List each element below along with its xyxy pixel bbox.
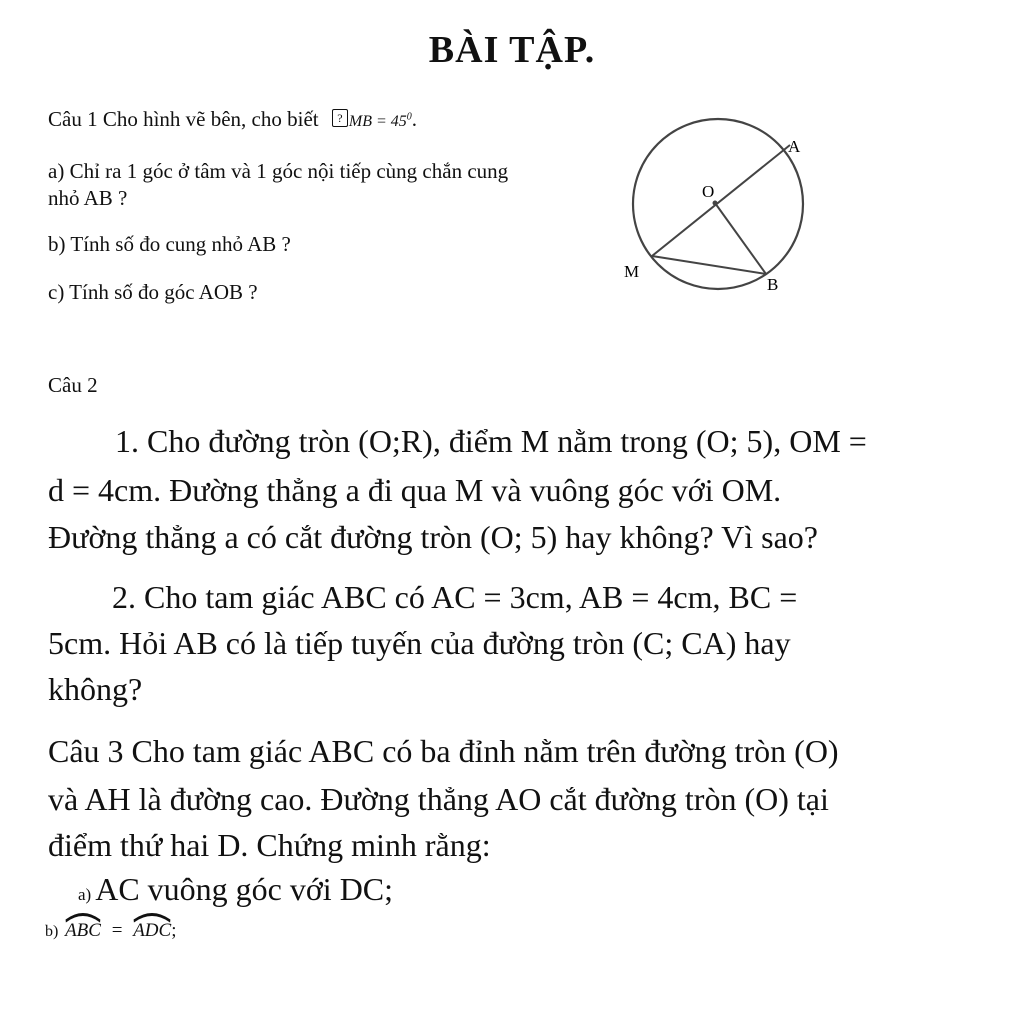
cau1-a-line2: nhỏ AB ? bbox=[48, 186, 128, 210]
given-angle bbox=[332, 113, 412, 130]
cau1-intro-line bbox=[48, 108, 417, 131]
given-angle-value: MB = 45 bbox=[348, 113, 407, 130]
label-o: O bbox=[702, 182, 715, 201]
cau2-p1-line1: 1. Cho đường tròn (O;R), điểm M nằm trong (O; 5), OM = bbox=[115, 423, 867, 459]
cau3-line1: Câu 3 Cho tam giác ABC có ba đỉnh nằm trên đường tròn (O) bbox=[48, 733, 839, 769]
label-m: M bbox=[624, 262, 640, 281]
cau2-p2-line1: 2. Cho tam giác ABC có AC = 3cm, AB = 4cm, BC = bbox=[112, 579, 798, 615]
arc-adc-text: ADC bbox=[133, 920, 172, 941]
cau2-heading: Câu 2 bbox=[48, 373, 98, 397]
cau1-b: b) Tính số đo cung nhỏ AB ? bbox=[48, 232, 291, 256]
cau2-p2-line2: 5cm. Hỏi AB có là tiếp tuyến của đường tròn (C; CA) hay bbox=[48, 625, 791, 661]
arc-mark-icon bbox=[133, 912, 171, 922]
cau1-a-line1: a) Chỉ ra 1 góc ở tâm và 1 góc nội tiếp cùng chắn cung bbox=[48, 159, 509, 183]
center-point-o bbox=[713, 201, 718, 206]
cau3-line2: và AH là đường cao. Đường thẳng AO cắt đường tròn (O) tại bbox=[48, 781, 829, 817]
arc-abc bbox=[65, 916, 101, 942]
cau2-p2-line3: không? bbox=[48, 671, 143, 707]
arc-mark-icon bbox=[65, 912, 101, 922]
cau2-p1-line3: Đường thẳng a có cắt đường tròn (O; 5) hay không? Vì sao? bbox=[48, 519, 818, 555]
page-title: BÀI TẬP. bbox=[428, 29, 596, 71]
label-b: B bbox=[767, 275, 779, 294]
given-period: . bbox=[411, 107, 418, 131]
b-end: ; bbox=[171, 920, 177, 941]
arc-adc bbox=[133, 916, 171, 942]
label-a: A bbox=[788, 137, 801, 156]
chord-mb bbox=[652, 256, 766, 274]
unknown-glyph-box: ? bbox=[332, 109, 348, 127]
cau3-part-a bbox=[78, 872, 393, 907]
cau3-b-label: b) bbox=[45, 923, 59, 940]
given-angle-degree: 0 bbox=[406, 111, 412, 123]
cau3-part-b bbox=[45, 916, 176, 942]
cau3-line3: điểm thứ hai D. Chứng minh rằng: bbox=[48, 827, 491, 863]
chord-ma bbox=[652, 145, 790, 256]
circle-figure bbox=[600, 110, 830, 310]
equals-sign: = bbox=[111, 920, 123, 941]
cau3-a-label: a) bbox=[78, 885, 92, 904]
radius-ob bbox=[715, 203, 766, 274]
arc-abc-text: ABC bbox=[65, 920, 101, 941]
cau3-a-text: AC vuông góc với DC; bbox=[95, 871, 394, 907]
cau1-intro: Câu 1 Cho hình vẽ bên, cho biết bbox=[48, 107, 319, 131]
cau1-c: c) Tính số đo góc AOB ? bbox=[48, 280, 258, 304]
cau2-p1-line2: d = 4cm. Đường thẳng a đi qua M và vuông góc với OM. bbox=[48, 472, 782, 508]
